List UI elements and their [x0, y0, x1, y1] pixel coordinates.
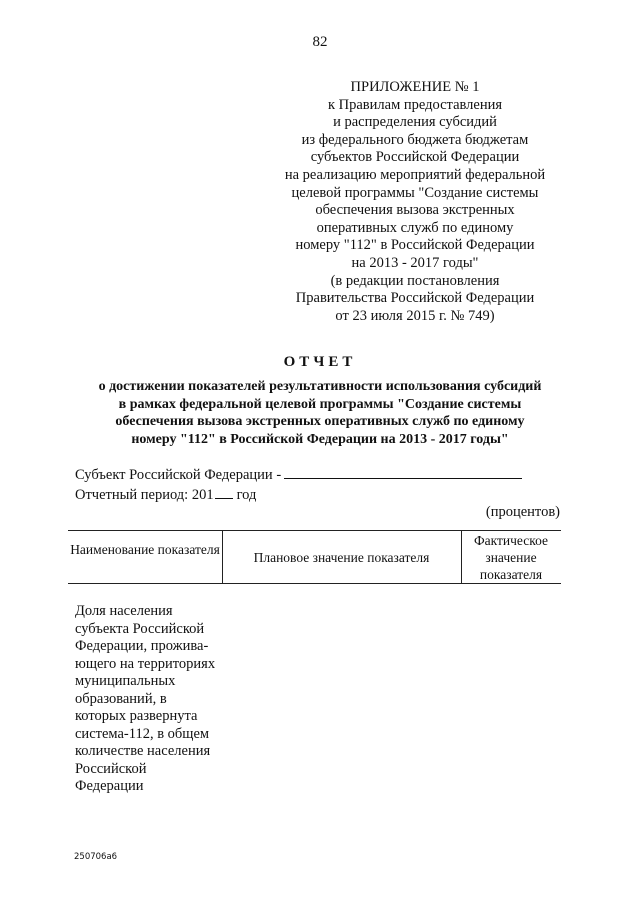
row-label-line: образований, в — [75, 690, 167, 707]
units-label: (процентов) — [485, 504, 560, 520]
report-subtitle-line: о достижении показателей результативности использования субсидий — [98, 379, 542, 394]
period-year-blank[interactable] — [215, 486, 233, 499]
report-subtitle — [60, 378, 580, 448]
appendix-line: из федерального бюджета бюджетам — [301, 131, 529, 148]
appendix-line: к Правилам предоставления — [327, 96, 503, 113]
appendix-line: обеспечения вызова экстренных — [315, 202, 515, 219]
subject-label: Субъект Российской Федерации - — [75, 467, 282, 483]
period-field — [75, 486, 256, 504]
appendix-line: и распределения субсидий — [333, 114, 497, 131]
appendix-line: (в редакции постановления — [330, 272, 500, 289]
appendix-line: от 23 июля 2015 г. № 749) — [335, 307, 495, 324]
table-top-border — [68, 530, 561, 531]
row-label-line: которых развернута — [75, 708, 198, 724]
row-label-line: Федерации, прожива- — [75, 638, 209, 654]
period-label: Отчетный период: 201 — [75, 487, 214, 503]
report-title: ОТЧЕТ — [283, 354, 357, 370]
appendix-line: оперативных служб по единому — [316, 219, 514, 236]
header-planned-value: Плановое значение показателя — [253, 550, 430, 565]
row-label-line: Доля населения — [75, 603, 173, 619]
row-label-line: муниципальных — [75, 673, 176, 689]
appendix-header — [270, 79, 560, 325]
row-label-line: Российской — [75, 760, 147, 777]
header-indicator-name: Наименование показателя — [70, 542, 220, 557]
appendix-line: Правительства Российской Федерации — [295, 290, 535, 307]
report-subtitle-line: номеру "112" в Российской Федерации на 2013 - 2017 годы" — [131, 431, 509, 447]
report-subtitle-line: обеспечения вызова экстренных оперативных служб по единому — [115, 414, 525, 429]
appendix-line: целевой программы "Создание системы — [291, 184, 539, 201]
row-label-line: система-112, в общем — [75, 725, 210, 742]
row-label-line: Федерации — [75, 778, 144, 794]
period-suffix: год — [236, 487, 257, 503]
row-label-line: количестве населения — [75, 743, 211, 759]
subject-blank[interactable] — [284, 465, 522, 479]
row-label-line: субъекта Российской — [75, 620, 205, 637]
appendix-line: ПРИЛОЖЕНИЕ № 1 — [350, 79, 480, 95]
header-actual-value: Фактическое значение показателя — [473, 533, 549, 582]
report-subtitle-line: в рамках федеральной целевой программы "Создание системы — [118, 396, 522, 412]
appendix-line: на реализацию мероприятий федеральной — [284, 166, 546, 183]
table-row-indicator-label — [75, 603, 235, 796]
table-header-bottom-border — [68, 583, 561, 584]
subject-field — [75, 465, 522, 484]
appendix-line: субъектов Российской Федерации — [310, 149, 520, 166]
page-number: 82 — [312, 34, 328, 50]
row-label-line: ющего на территориях — [75, 655, 216, 672]
appendix-line: на 2013 - 2017 годы" — [351, 254, 479, 271]
document-code: 250706a6 — [74, 852, 118, 862]
appendix-line: номеру "112" в Российской Федерации — [295, 237, 535, 254]
